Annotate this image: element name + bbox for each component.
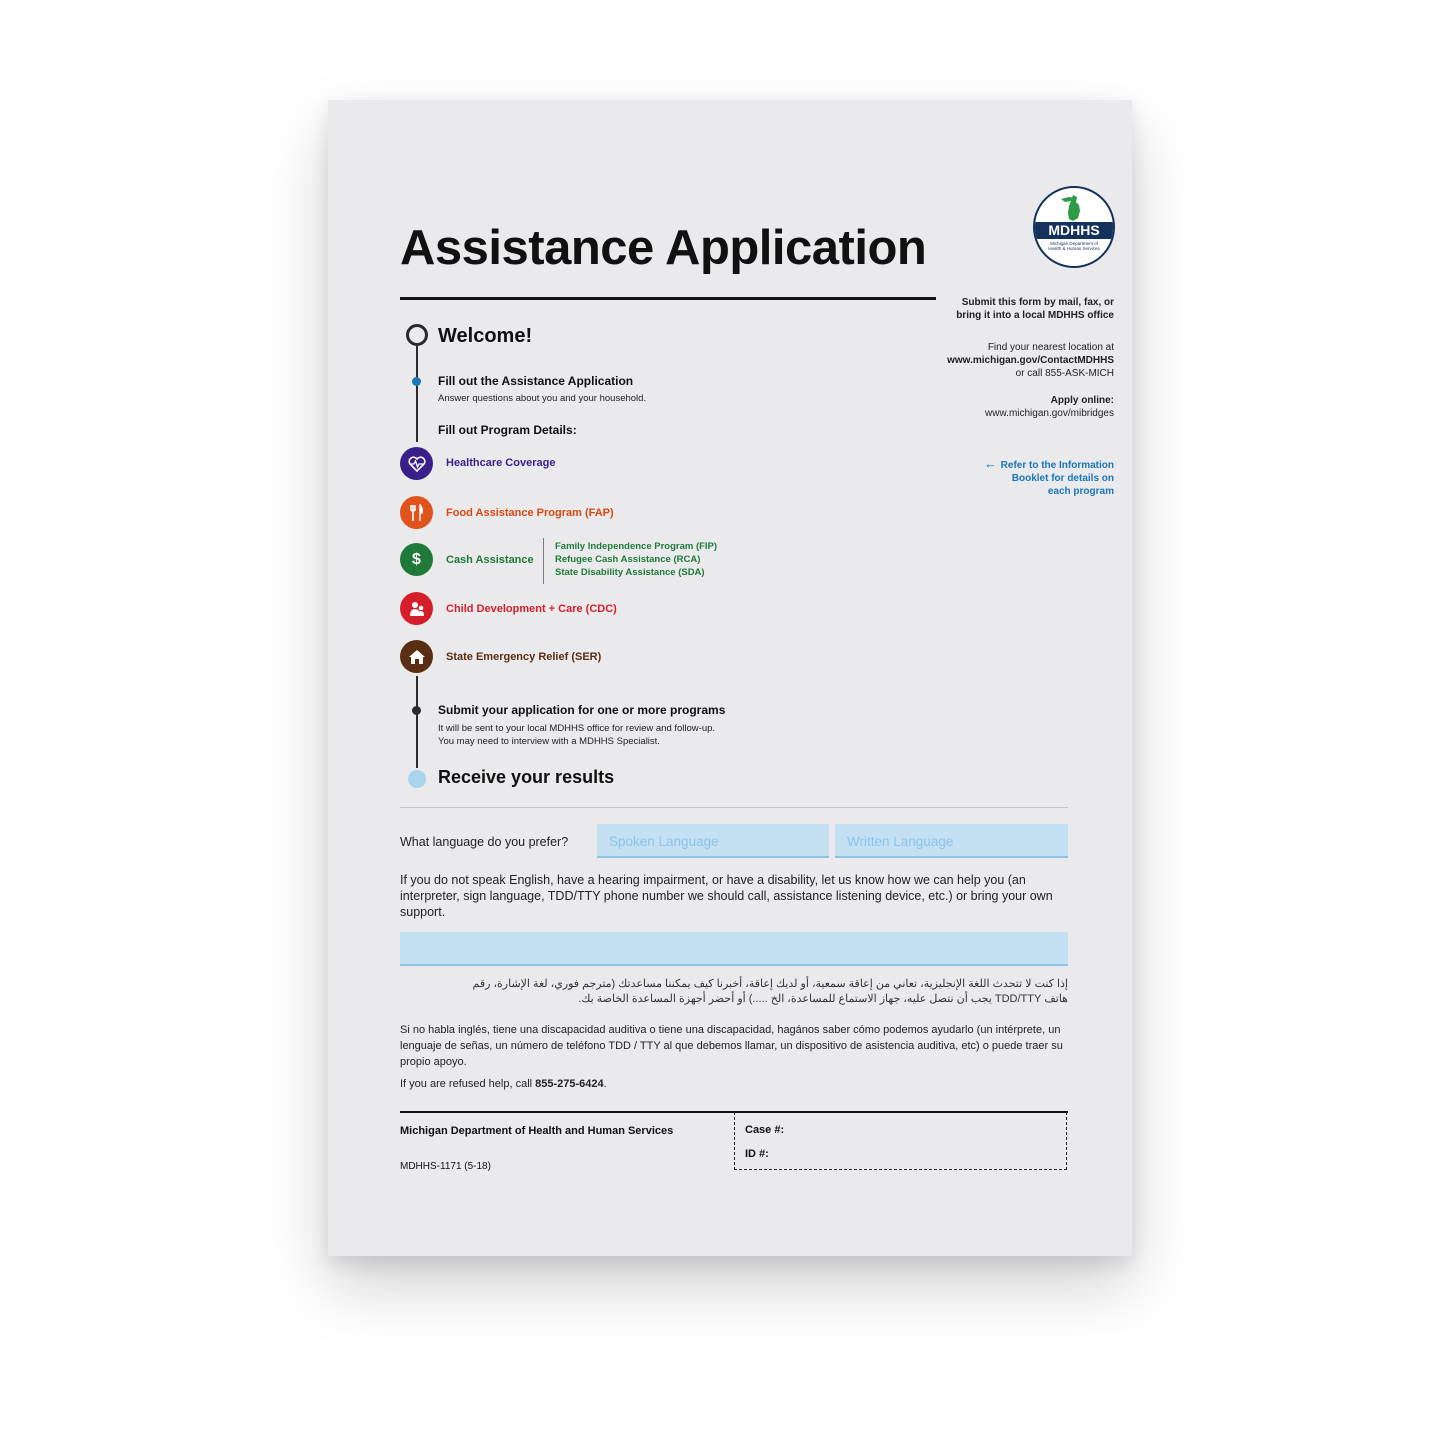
mdhhs-logo xyxy=(1033,186,1115,268)
cash-program-rca: Refugee Cash Assistance (RCA) xyxy=(555,554,701,565)
apply-label: Apply online: xyxy=(1050,395,1114,406)
support-needs-input[interactable] xyxy=(400,932,1068,966)
family-icon xyxy=(400,592,433,625)
find-line-1: Find your nearest location at xyxy=(987,342,1114,353)
form-number: MDHHS-1171 (5-18) xyxy=(400,1161,491,1172)
find-line-3: or call 855-ASK-MICH xyxy=(1015,368,1114,379)
results-heading: Receive your results xyxy=(438,767,615,787)
refused-text: If you are refused help, call xyxy=(400,1078,536,1090)
contact-url: www.michigan.gov/ContactMDHHS xyxy=(947,355,1114,366)
refer-line-3: each program xyxy=(1047,486,1114,497)
michigan-map-icon xyxy=(1059,193,1089,223)
section-divider xyxy=(400,807,1068,808)
refer-line-2: Booklet for details on xyxy=(1011,473,1114,484)
submit-step: Submit your application for one or more programs xyxy=(438,703,726,717)
logo-text: MDHHS xyxy=(1035,222,1113,239)
id-number-field[interactable]: ID #: xyxy=(745,1148,769,1160)
arrow-left-icon: ← xyxy=(984,456,1001,471)
house-icon xyxy=(400,640,433,673)
program-cash-assistance: Cash Assistance xyxy=(446,554,534,566)
apply-online xyxy=(985,394,1114,420)
refer-note xyxy=(984,457,1114,498)
fill-app-description: Answer questions about you and your household. xyxy=(438,393,647,404)
submit-description-1: It will be sent to your local MDHHS office for review and follow-up. xyxy=(438,723,716,734)
application-page xyxy=(328,100,1132,1256)
cash-program-list xyxy=(555,540,717,579)
case-number-field[interactable]: Case #: xyxy=(745,1124,785,1136)
spanish-instructions: Si no habla inglés, tiene una discapacidad auditiva o tiene una discapacidad, hagános saber cómo podemos ayudarlo (un intérprete, un lenguaje de señas, un número de teléfono TDD / TTY al que debemos llamar, un dispositivo de asistencia auditiva, etc) o puede traer su propio apoyo. xyxy=(400,1024,1063,1068)
timeline-line-bottom xyxy=(416,676,418,768)
fill-app-marker xyxy=(412,377,421,386)
page-title: Assistance Application xyxy=(400,221,927,275)
results-marker xyxy=(408,770,426,788)
cash-program-sda: State Disability Assistance (SDA) xyxy=(555,567,705,578)
dollar-icon: $ xyxy=(400,543,433,576)
cash-separator xyxy=(543,538,544,584)
welcome-heading: Welcome! xyxy=(438,325,533,347)
program-healthcare: Healthcare Coverage xyxy=(446,457,556,469)
submit-instructions xyxy=(956,296,1114,322)
find-location xyxy=(947,341,1114,380)
refused-phone: 855-275-6424 xyxy=(535,1078,604,1090)
fill-details-step: Fill out Program Details: xyxy=(438,423,577,437)
program-food-assistance: Food Assistance Program (FAP) xyxy=(446,507,614,519)
department-name: Michigan Department of Health and Human Services xyxy=(400,1125,674,1137)
timeline-line-top xyxy=(416,346,418,442)
refused-help-note xyxy=(400,1078,607,1090)
title-rule xyxy=(400,297,936,300)
refused-end: . xyxy=(603,1078,607,1090)
submit-line-2: bring it into a local MDHHS office xyxy=(956,310,1114,321)
language-question: What language do you prefer? xyxy=(400,835,569,849)
cash-program-fip: Family Independence Program (FIP) xyxy=(555,541,718,552)
refer-line-1: Refer to the Information xyxy=(1000,460,1114,471)
program-child-care: Child Development + Care (CDC) xyxy=(446,603,617,615)
office-use-box xyxy=(734,1112,1067,1170)
submit-description-2: You may need to interview with a MDHHS Specialist. xyxy=(438,736,660,747)
logo-subtext: Michigan Department of Health & Human Services xyxy=(1048,241,1100,251)
spoken-language-input[interactable]: Spoken Language xyxy=(597,824,829,858)
welcome-marker xyxy=(406,324,428,346)
accessibility-instructions: If you do not speak English, have a hearing impairment, or have a disability, let us know how we can help you (an interpreter, sign language, TDD/TTY phone number we should call, assistance listening device, etc.) or bring your own support. xyxy=(400,873,1053,919)
arabic-instructions: إذا كنت لا تتحدث اللغة الإنجليزية، تعاني من إعاقة سمعية، أو لديك إعاقة، أخبرنا كيف يمكننا مساعدتك (مترجم فوري، لغة الإشارة، رقم هاتف TDD/TTY يجب أن نتصل عليه، جهاز الاستماع للمساعدة، الخ .....) أو أحضر أجهزة المساعدة الخاصة بك. xyxy=(472,978,1068,1005)
written-language-input[interactable]: Written Language xyxy=(835,824,1068,858)
fork-knife-icon xyxy=(400,496,433,529)
submit-marker xyxy=(412,706,421,715)
program-emergency-relief: State Emergency Relief (SER) xyxy=(446,651,602,663)
submit-line-1: Submit this form by mail, fax, or xyxy=(961,297,1114,308)
heart-pulse-icon xyxy=(400,447,433,480)
apply-url: www.michigan.gov/mibridges xyxy=(985,408,1114,419)
fill-app-step: Fill out the Assistance Application xyxy=(438,374,634,388)
